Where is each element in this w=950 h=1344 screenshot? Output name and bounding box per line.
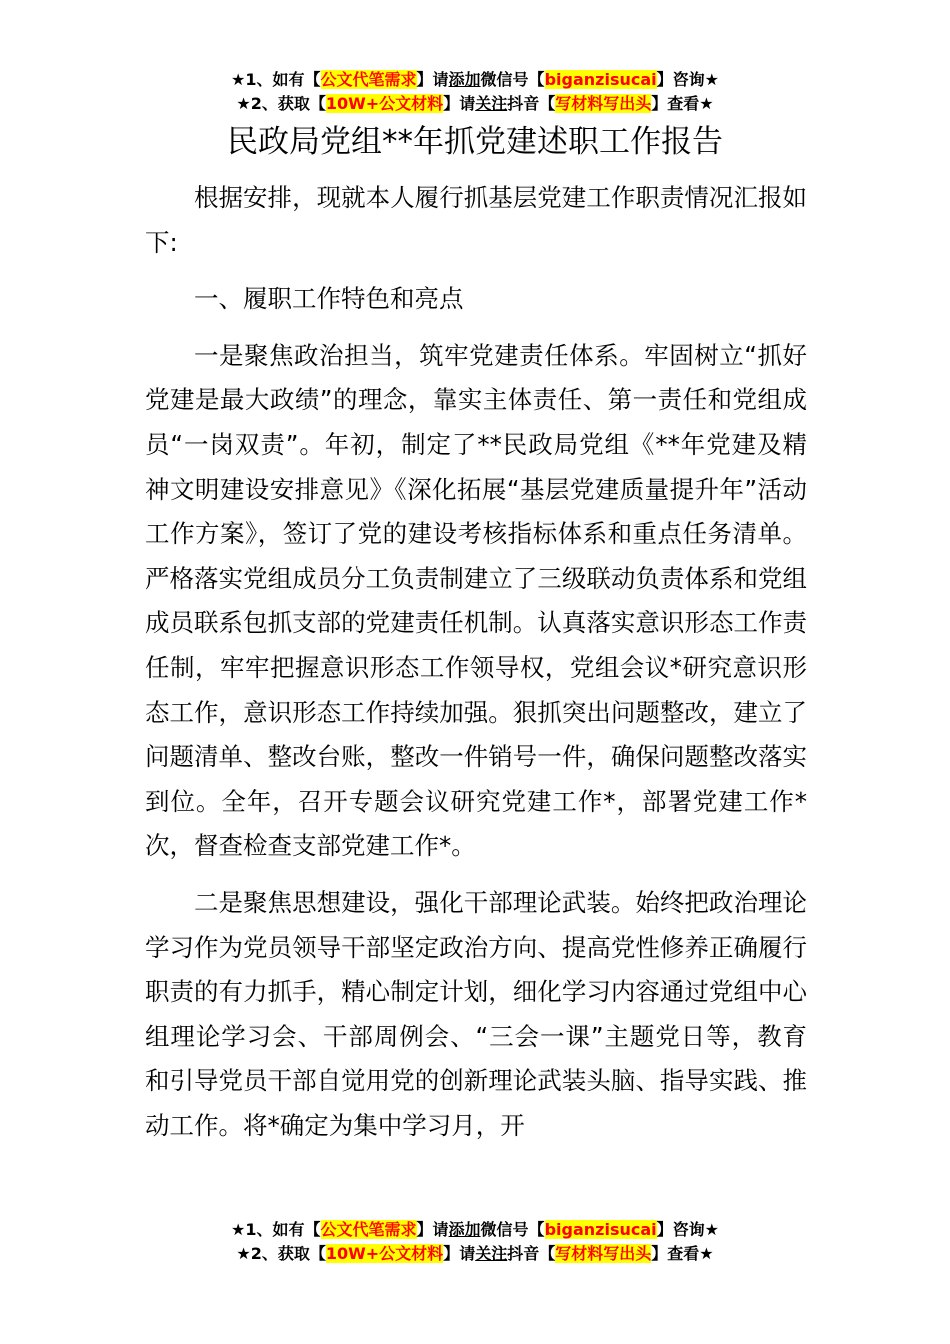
promo-banner-bottom: [0, 1218, 950, 1266]
promo-text: ★1、如有【: [231, 70, 321, 89]
promo-text: ★2、获取【: [236, 94, 326, 113]
promo-line-2: [0, 1242, 950, 1266]
promo-highlight: 写材料写出头: [555, 94, 652, 113]
promo-text: 】咨询★: [656, 1220, 719, 1239]
document-title: 民政局党组**年抓党建述职工作报告: [227, 124, 723, 160]
promo-line-1: [0, 1218, 950, 1242]
promo-highlight: 写材料写出头: [555, 1244, 652, 1263]
promo-text: 】请: [416, 1220, 449, 1239]
promo-text: 】咨询★: [656, 70, 719, 89]
promo-underlined: 关注: [475, 94, 508, 113]
promo-text: 】查看★: [651, 1244, 714, 1263]
promo-banner-top: [0, 68, 950, 116]
promo-text: 抖音【: [507, 1244, 556, 1263]
promo-text: 】请: [443, 94, 476, 113]
promo-text: ★1、如有【: [231, 1220, 321, 1239]
promo-text: 】查看★: [651, 94, 714, 113]
promo-highlight: biganzisucai: [544, 1220, 657, 1239]
promo-text: 微信号【: [480, 1220, 545, 1239]
promo-underlined: 添加: [448, 1220, 481, 1239]
promo-highlight: 10W+公文材料: [325, 1244, 444, 1263]
promo-text: ★2、获取【: [236, 1244, 326, 1263]
promo-line-1: [0, 68, 950, 92]
paragraph-1: 一是聚焦政治担当，筑牢党建责任体系。牢固树立“抓好党建是最大政绩”的理念，靠实主体责任、第一责任和党组成员“一岗双责”。年初，制定了**民政局党组《**年党建及精神文明建设安排意见》《深化拓展“基层党建质量提升年”活动工作方案》，签订了党的建设考核指标体系和重点任务清单。严格落实党组成员分工负责制建立了三级联动负责体系和党组成员联系包抓支部的党建责任机制。认真落实意识形态工作责任制，牢牢把握意识形态工作领导权，党组会议*研究意识形态工作，意识形态工作持续加强。狠抓突出问题整改，建立了问题清单、整改台账，整改一件销号一件，确保问题整改落实到位。全年，召开专题会议研究党建工作*，部署党建工作*次，督查检查支部党建工作*。: [145, 340, 807, 861]
promo-underlined: 关注: [475, 1244, 508, 1263]
promo-text: 抖音【: [507, 94, 556, 113]
paragraph-intro: 根据安排，现就本人履行抓基层党建工作职责情况汇报如下:: [145, 183, 807, 257]
promo-highlight: 公文代笔需求: [320, 1220, 417, 1239]
promo-highlight: 10W+公文材料: [325, 94, 444, 113]
promo-text: 】请: [416, 70, 449, 89]
promo-line-2: [0, 92, 950, 116]
paragraph-2: 二是聚焦思想建设，强化干部理论武装。始终把政治理论学习作为党员领导干部坚定政治方向、提高党性修养正确履行职责的有力抓手，精心制定计划，细化学习内容通过党组中心组理论学习会、干部周例会、“三会一课”主题党日等，教育和引导党员干部自觉用党的创新理论武装头脑、指导实践、推动工作。将*确定为集中学习月，开: [145, 887, 807, 1140]
document-body: [145, 176, 807, 1148]
promo-text: 微信号【: [480, 70, 545, 89]
promo-underlined: 添加: [448, 70, 481, 89]
promo-text: 】请: [443, 1244, 476, 1263]
promo-highlight: biganzisucai: [544, 70, 657, 89]
promo-highlight: 公文代笔需求: [320, 70, 417, 89]
section-heading: 一、履职工作特色和亮点: [194, 284, 464, 314]
